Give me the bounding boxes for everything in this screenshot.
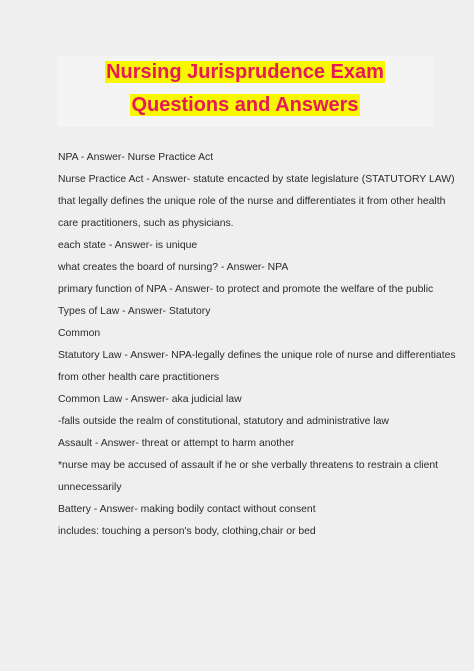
text-line: includes: touching a person's body, clothing,chair or bed — [58, 526, 316, 537]
text-line: Statutory Law - Answer- NPA-legally defines the unique role of nurse and differentiates — [58, 350, 456, 361]
text-line: unnecessarily — [58, 482, 122, 493]
text-line: NPA - Answer- Nurse Practice Act — [58, 152, 214, 163]
text-line: that legally defines the unique role of the nurse and differentiates it from other health — [58, 196, 446, 207]
text-line: Types of Law - Answer- Statutory — [58, 306, 211, 317]
title-line-2 — [57, 93, 433, 117]
document-body — [58, 151, 458, 547]
text-line: Common — [58, 328, 101, 339]
text-line: Nurse Practice Act - Answer- statute encacted by state legislature (STATUTORY LAW) — [58, 174, 455, 185]
text-line: *nurse may be accused of assault if he or she verbally threatens to restrain a client — [58, 460, 439, 471]
text-line: what creates the board of nursing? - Answer- NPA — [58, 262, 289, 273]
text-line: each state - Answer- is unique — [58, 240, 198, 251]
text-line: primary function of NPA - Answer- to protect and promote the welfare of the public — [58, 284, 434, 295]
text-line: Assault - Answer- threat or attempt to harm another — [58, 438, 295, 449]
text-line: care practitioners, such as physicians. — [58, 218, 234, 229]
text-line: -falls outside the realm of constitutional, statutory and administrative law — [58, 416, 389, 427]
text-line: Common Law - Answer- aka judicial law — [58, 394, 242, 405]
text-line: Battery - Answer- making bodily contact without consent — [58, 504, 316, 515]
title-line-1 — [57, 60, 433, 84]
title-block — [57, 56, 433, 127]
title-text-2: Questions and Answers — [131, 94, 359, 116]
title-text-1: Nursing Jurisprudence Exam — [106, 61, 384, 83]
text-line: from other health care practitioners — [58, 372, 220, 383]
